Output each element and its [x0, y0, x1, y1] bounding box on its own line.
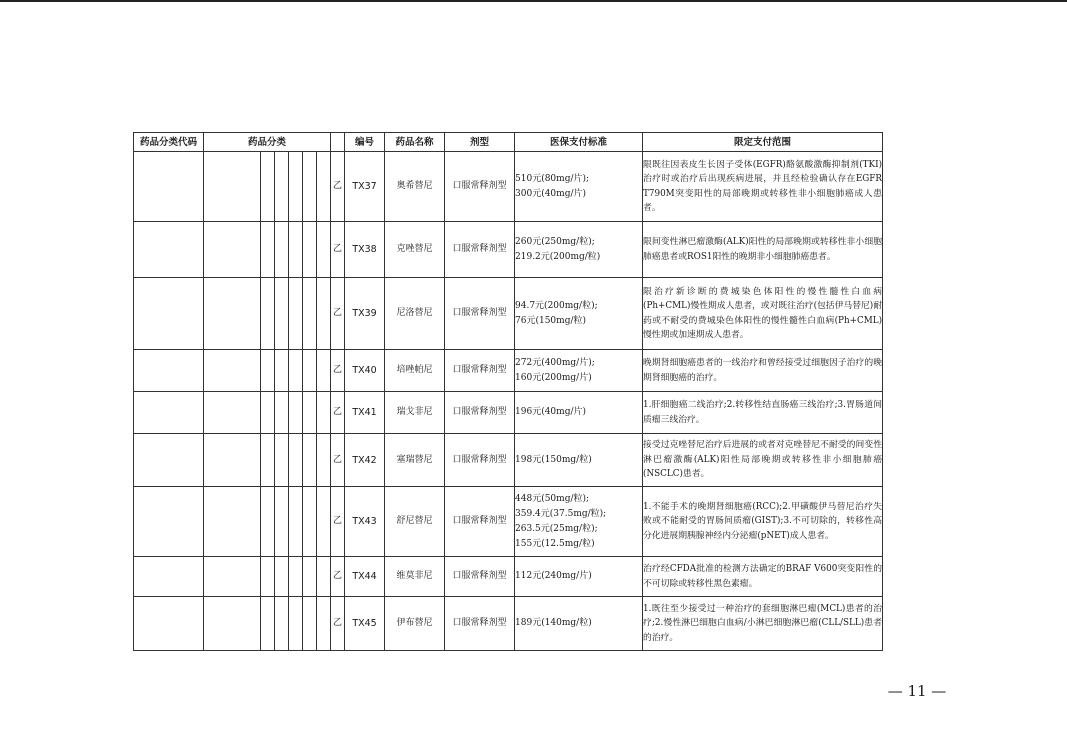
cell-grade: 乙	[331, 434, 345, 487]
cell-number: TX37	[345, 152, 385, 222]
cell-price	[515, 278, 643, 350]
cell-payment-scope: 1.既往至少接受过一种治疗的套细胞淋巴瘤(MCL)患者的治疗;2.慢性淋巴细胞白血病/小淋巴细胞淋巴瘤(CLL/SLL)患者的治疗。	[643, 597, 883, 651]
cell-drug-name: 奥希替尼	[385, 152, 445, 222]
cell-category-2	[261, 434, 275, 487]
cell-category-6	[317, 434, 331, 487]
cell-code	[134, 597, 204, 651]
cell-payment-scope: 限治疗新诊断的费城染色体阳性的慢性髓性白血病(Ph+CML)慢性期成人患者，或对既往治疗(包括伊马替尼)耐药或不耐受的费城染色体阳性的慢性髓性白血病(Ph+CML)慢性期或加速期成人患者。	[643, 278, 883, 350]
cell-category-3	[275, 278, 289, 350]
cell-dosage-form: 口服常释剂型	[445, 487, 515, 557]
header-grade	[331, 133, 345, 152]
cell-category-5	[303, 152, 317, 222]
cell-category-4	[289, 434, 303, 487]
price-line: 112元(240mg/片)	[515, 571, 592, 581]
cell-category-4	[289, 278, 303, 350]
cell-grade: 乙	[331, 487, 345, 557]
cell-code	[134, 557, 204, 597]
price-line: 263.5元(25mg/粒);	[515, 523, 598, 534]
cell-payment-scope: 限间变性淋巴瘤激酶(ALK)阳性的局部晚期或转移性非小细胞肺癌患者或ROS1阳性的晚期非小细胞肺癌患者。	[643, 222, 883, 278]
price-line: 219.2元(200mg/粒)	[515, 251, 601, 262]
cell-category-3	[275, 392, 289, 434]
cell-category-6	[317, 222, 331, 278]
cell-code	[134, 434, 204, 487]
cell-category-2	[261, 597, 275, 651]
cell-category-2	[261, 152, 275, 222]
cell-category-3	[275, 350, 289, 392]
cell-category-4	[289, 222, 303, 278]
cell-category-1	[204, 392, 261, 434]
price-line: 198元(150mg/粒)	[515, 454, 592, 465]
cell-price	[515, 597, 643, 651]
cell-category-4	[289, 597, 303, 651]
cell-category-2	[261, 392, 275, 434]
table-row	[134, 392, 883, 434]
price-line: 300元(40mg/片)	[515, 188, 586, 199]
cell-dosage-form: 口服常释剂型	[445, 278, 515, 350]
price-line: 260元(250mg/粒);	[515, 236, 595, 247]
cell-dosage-form: 口服常释剂型	[445, 222, 515, 278]
cell-payment-scope: 1.不能手术的晚期肾细胞癌(RCC);2.甲磺酸伊马替尼治疗失败或不能耐受的胃肠间质瘤(GIST);3.不可切除的，转移性高分化进展期胰腺神经内分泌瘤(pNET)成人患者。	[643, 487, 883, 557]
cell-category-6	[317, 278, 331, 350]
cell-payment-scope: 限既往因表皮生长因子受体(EGFR)酪氨酸激酶抑制剂(TKI)治疗时或治疗后出现疾病进展，并且经检验确认存在EGFR T790M突变阳性的局部晚期或转移性非小细胞肺癌成人患者。	[643, 152, 883, 222]
cell-code	[134, 152, 204, 222]
cell-number: TX44	[345, 557, 385, 597]
cell-category-1	[204, 557, 261, 597]
cell-category-1	[204, 597, 261, 651]
table-row	[134, 487, 883, 557]
cell-category-5	[303, 434, 317, 487]
cell-grade: 乙	[331, 557, 345, 597]
cell-price	[515, 557, 643, 597]
cell-drug-name: 尼洛替尼	[385, 278, 445, 350]
header-form: 剂型	[445, 133, 515, 152]
cell-code	[134, 350, 204, 392]
table-row	[134, 278, 883, 350]
price-line: 448元(50mg/粒);	[515, 493, 590, 504]
cell-dosage-form: 口服常释剂型	[445, 597, 515, 651]
cell-number: TX38	[345, 222, 385, 278]
price-line: 76元(150mg/粒)	[515, 315, 586, 326]
cell-category-5	[303, 350, 317, 392]
cell-code	[134, 392, 204, 434]
cell-category-1	[204, 487, 261, 557]
page-number: — 11 —	[887, 682, 947, 700]
cell-dosage-form: 口服常释剂型	[445, 152, 515, 222]
cell-drug-name: 舒尼替尼	[385, 487, 445, 557]
price-line: 189元(140mg/粒)	[515, 618, 592, 628]
cell-price	[515, 392, 643, 434]
cell-category-2	[261, 557, 275, 597]
table-row	[134, 222, 883, 278]
cell-category-1	[204, 434, 261, 487]
cell-category-4	[289, 152, 303, 222]
cell-category-3	[275, 152, 289, 222]
cell-category-5	[303, 392, 317, 434]
cell-category-6	[317, 152, 331, 222]
cell-category-2	[261, 222, 275, 278]
cell-code	[134, 222, 204, 278]
header-price: 医保支付标准	[515, 133, 643, 152]
cell-category-5	[303, 278, 317, 350]
table-row	[134, 597, 883, 651]
cell-category-6	[317, 350, 331, 392]
header-scope: 限定支付范围	[643, 133, 883, 152]
cell-drug-name: 维莫非尼	[385, 557, 445, 597]
cell-price	[515, 487, 643, 557]
table-row	[134, 152, 883, 222]
cell-category-4	[289, 350, 303, 392]
cell-category-1	[204, 278, 261, 350]
header-number: 编号	[345, 133, 385, 152]
cell-category-3	[275, 222, 289, 278]
cell-number: TX39	[345, 278, 385, 350]
cell-category-3	[275, 487, 289, 557]
price-line: 510元(80mg/片);	[515, 173, 590, 184]
cell-grade: 乙	[331, 278, 345, 350]
table-row	[134, 557, 883, 597]
cell-category-1	[204, 222, 261, 278]
cell-grade: 乙	[331, 392, 345, 434]
cell-number: TX41	[345, 392, 385, 434]
cell-category-3	[275, 597, 289, 651]
cell-grade: 乙	[331, 597, 345, 651]
cell-grade: 乙	[331, 350, 345, 392]
price-line: 196元(40mg/片)	[515, 407, 586, 417]
cell-grade: 乙	[331, 222, 345, 278]
cell-number: TX42	[345, 434, 385, 487]
cell-category-6	[317, 487, 331, 557]
cell-drug-name: 瑞戈非尼	[385, 392, 445, 434]
cell-category-2	[261, 350, 275, 392]
cell-category-5	[303, 487, 317, 557]
cell-category-5	[303, 557, 317, 597]
cell-number: TX43	[345, 487, 385, 557]
cell-category-6	[317, 597, 331, 651]
cell-category-5	[303, 222, 317, 278]
cell-price	[515, 222, 643, 278]
cell-category-5	[303, 597, 317, 651]
cell-dosage-form: 口服常释剂型	[445, 434, 515, 487]
cell-number: TX40	[345, 350, 385, 392]
table-header-row	[134, 133, 883, 152]
drug-payment-table	[133, 132, 883, 651]
header-code: 药品分类代码	[134, 133, 204, 152]
cell-price	[515, 152, 643, 222]
cell-number: TX45	[345, 597, 385, 651]
cell-category-1	[204, 350, 261, 392]
cell-category-1	[204, 152, 261, 222]
cell-price	[515, 350, 643, 392]
cell-category-4	[289, 392, 303, 434]
cell-drug-name: 克唑替尼	[385, 222, 445, 278]
cell-category-2	[261, 487, 275, 557]
price-line: 160元(200mg/片)	[515, 372, 592, 383]
cell-dosage-form: 口服常释剂型	[445, 392, 515, 434]
cell-drug-name: 塞瑞替尼	[385, 434, 445, 487]
price-line: 155元(12.5mg/粒)	[515, 538, 595, 549]
cell-dosage-form: 口服常释剂型	[445, 557, 515, 597]
cell-category-4	[289, 487, 303, 557]
price-line: 359.4元(37.5mg/粒);	[515, 508, 607, 519]
cell-category-3	[275, 434, 289, 487]
cell-payment-scope: 治疗经CFDA批准的检测方法确定的BRAF V600突变阳性的不可切除或转移性黑色素瘤。	[643, 557, 883, 597]
price-line: 272元(400mg/片);	[515, 357, 595, 368]
cell-payment-scope: 1.肝细胞癌二线治疗;2.转移性结直肠癌三线治疗;3.胃肠道间质瘤三线治疗。	[643, 392, 883, 434]
cell-price	[515, 434, 643, 487]
cell-grade: 乙	[331, 152, 345, 222]
cell-drug-name: 培唑帕尼	[385, 350, 445, 392]
cell-payment-scope: 接受过克唑替尼治疗后进展的或者对克唑替尼不耐受的间变性淋巴瘤激酶(ALK)阳性局部晚期或转移性非小细胞肺癌(NSCLC)患者。	[643, 434, 883, 487]
cell-category-2	[261, 278, 275, 350]
cell-drug-name: 伊布替尼	[385, 597, 445, 651]
drug-rows	[134, 152, 883, 651]
table-row	[134, 434, 883, 487]
cell-dosage-form: 口服常释剂型	[445, 350, 515, 392]
cell-category-6	[317, 392, 331, 434]
page-top-border	[0, 0, 1067, 2]
table-row	[134, 350, 883, 392]
cell-code	[134, 487, 204, 557]
cell-payment-scope: 晚期肾细胞癌患者的一线治疗和曾经接受过细胞因子治疗的晚期肾细胞癌的治疗。	[643, 350, 883, 392]
cell-category-6	[317, 557, 331, 597]
cell-category-3	[275, 557, 289, 597]
header-category: 药品分类	[204, 133, 331, 152]
cell-code	[134, 278, 204, 350]
price-line: 94.7元(200mg/粒);	[515, 300, 598, 311]
header-name: 药品名称	[385, 133, 445, 152]
cell-category-4	[289, 557, 303, 597]
